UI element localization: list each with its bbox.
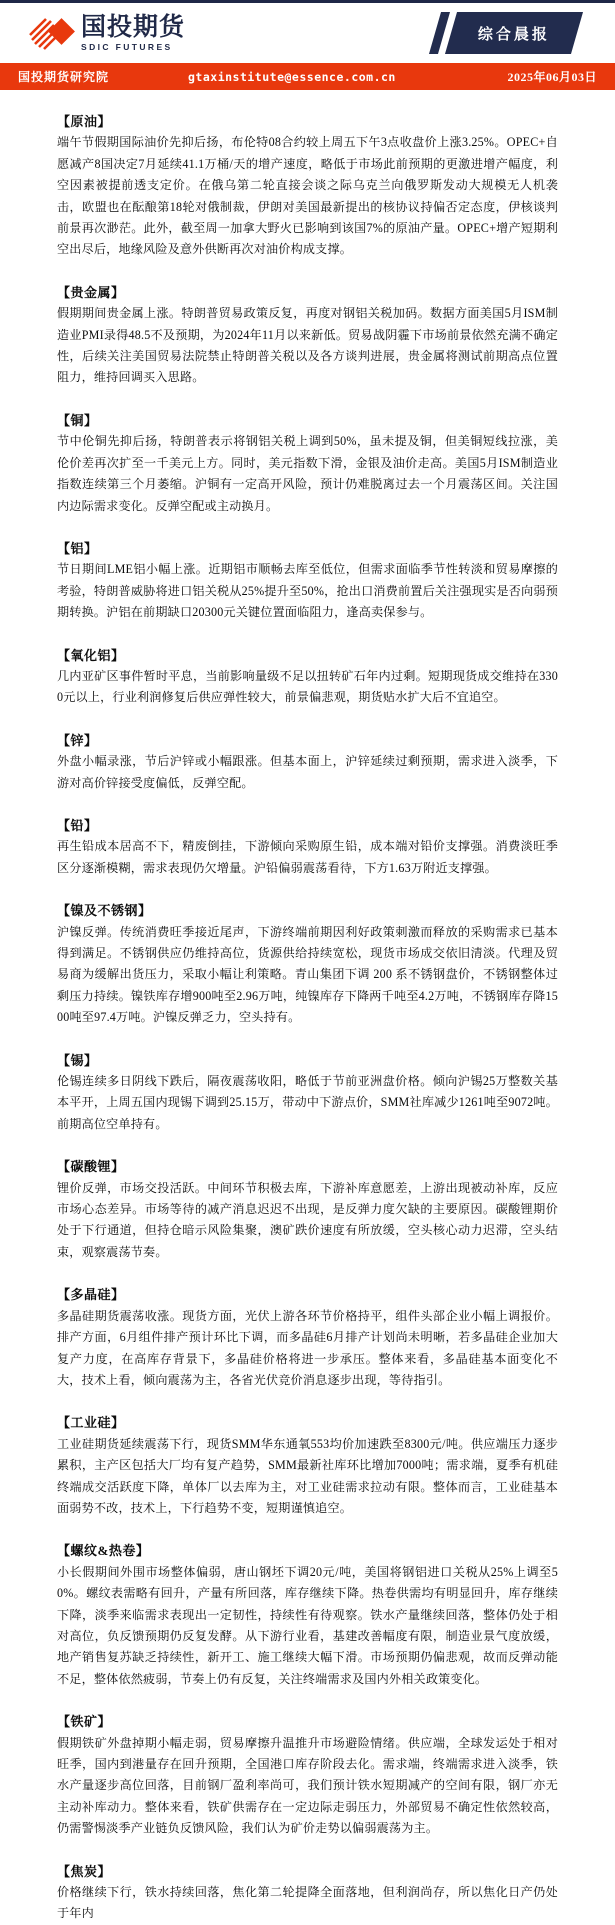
- section-body: 节中伦铜先抑后扬，特朗普表示将钢铝关税上调到50%，虽未提及铜，但美铜短线拉涨，美伦价差再次扩至一千美元上方。同时，美元指数下滑，金银及油价走高。美国5月ISM制造业指数连续第三个月萎缩。沪铜有一定高开风险，预计仍难脱离过去一个月震荡区间。关注国内边际需求变化。反弹空配或主动换月。: [57, 434, 558, 513]
- report-section: [57, 282, 558, 389]
- section-title: 【原油】: [57, 114, 112, 129]
- contact-email: gtaxinstitute@essence.com.cn: [188, 69, 396, 84]
- section-body: 多晶硅期货震荡收涨。现货方面，光伏上游各环节价格持平，组件头部企业小幅上调报价。排产方面，6月组件排产预计环比下调，而多晶硅6月排产计划尚未明晰，若多晶硅企业加大复产力度，在高库存背景下，多晶硅价格将进一步承压。整体来看，多晶硅基本面变化不大，技术上看，倾向震荡为主，各省光伏竞价消息逐步出现，等待指引。: [57, 1308, 558, 1387]
- report-section: [57, 900, 558, 1028]
- brand-name-en: SDIC FUTURES: [81, 41, 173, 52]
- section-body: 工业硅期货延续震荡下行，现货SMM华东通氧553均价加速跌至8300元/吨。供应端压力逐步累积，主产区包括大厂均有复产趋势，SMM最新社库环比增加7000吨；需求端，夏季有机硅终端成交活跃度下降，单体厂以去库为主，对工业硅需求拉动有限。整体而言，工业硅基本面弱势不改，技术上，下行趋势不变，短期谨慎追空。: [57, 1436, 558, 1515]
- section-title: 【铜】: [57, 412, 98, 428]
- section-body: 端午节假期国际油价先抑后扬，布伦特08合约较上周五下午3点收盘价上涨3.25%。OPEC+自愿减产8国决定7月延续41.1万桶/天的增产速度，略低于市场此前预期的更激进增产幅度，利空因素被提前透支定价。在俄乌第二轮直接会谈之际乌克兰向俄罗斯发动大规模无人机袭击，欧盟也在酝酿第18轮对俄制裁，伊朗对美国最新提出的核协议持偏否定态度，伊核谈判前景再次渺茫。此外，截至周一加拿大野火已影响到该国7%的原油产量。OPEC+增产短期利空出尽后，地缘风险及意外供断再次对油价构成支撑。: [57, 135, 558, 257]
- section-body: 假期期间贵金属上涨。特朗普贸易政策反复，再度对钢铝关税加码。数据方面美国5月ISM制造业PMI录得48.5不及预期，为2024年11月以来新低。贸易战阴霾下市场前景依然充满不确定性，后续关注美国贸易法院禁止特朗普关税以及各方谈判进展，贵金属将测试前期高点位置阻力，维持回调买入思路。: [57, 306, 558, 385]
- report-section: [57, 410, 558, 517]
- section-title: 【镍及不锈钢】: [57, 903, 152, 919]
- report-section: [57, 1412, 558, 1519]
- section-body: 伦锡连续多日阴线下跌后，隔夜震荡收阳，略低于节前亚洲盘价格。倾向沪锡25万整数关基本平开，上周五国内现锡下调到25.15万，带动中下游点价，SMM社库减少1261吨至9072吨。前期高位空单持有。: [57, 1074, 558, 1131]
- report-section: [57, 111, 558, 261]
- report-section: [57, 1050, 558, 1136]
- report-section: [57, 538, 558, 624]
- section-body: 价格继续下行，铁水持续回落，焦化第二轮提降全面落地，但利润尚存，所以焦化日产仍处于年内: [57, 1885, 558, 1921]
- section-body: 锂价反弹，市场交投活跃。中间环节积极去库，下游补库意愿差，上游出现被动补库，反应市场心态差异。市场等待的减产消息迟迟不出现，是反弹力度欠缺的主要原因。碳酸锂期价处于下行通道，但持仓暗示风险集聚，澳矿跌价速度有所放缓，空头核心动力迟滞，空头结束，观察震荡节奏。: [57, 1180, 558, 1259]
- section-title: 【锡】: [57, 1052, 98, 1068]
- report-section: [57, 645, 558, 709]
- section-title: 【工业硅】: [57, 1415, 125, 1431]
- report-section: [57, 815, 558, 879]
- badge-body: [445, 12, 583, 54]
- info-bar: [0, 63, 615, 90]
- report-section: [57, 1540, 558, 1690]
- section-title: 【多晶硅】: [57, 1287, 125, 1303]
- report-content: [0, 90, 615, 1925]
- report-date: 2025年06月03日: [507, 70, 597, 84]
- report-header: [0, 3, 615, 63]
- section-title: 【铝】: [57, 540, 98, 556]
- section-body: 沪镍反弹。传统消费旺季接近尾声，下游终端前期因利好政策刺激而释放的采购需求已基本得到满足。不锈钢供应仍维持高位，货源供给持续宽松，现货市场成交依旧清淡。代理及贸易商为缓解出货压力，采取小幅让利策略。青山集团下调 200 系不锈钢盘价，不锈钢整体过剩压力持续。镍铁库存增900吨至2.96万吨，纯镍库存下降两千吨至4.2万吨，不锈钢库存降1500吨至97.4万吨。沪镍反弹乏力，空头持有。: [57, 924, 558, 1025]
- section-title: 【螺纹&热卷】: [57, 1543, 150, 1559]
- section-body: 外盘小幅录涨，节后沪锌或小幅跟涨。但基本面上，沪锌延续过剩预期，需求进入淡季，下游对高价锌接受度偏低，反弹空配。: [57, 754, 558, 790]
- report-section: [57, 1284, 558, 1391]
- section-body: 再生铅成本居高不下，精废倒挂，下游倾向采购原生铅，成本端对铅价支撑强。消费淡旺季区分逐渐模糊，需求表现仍欠增量。沪铅偏弱震荡看待，下方1.63万附近支撑强。: [57, 839, 558, 875]
- section-title: 【碳酸锂】: [57, 1159, 125, 1175]
- section-body: 小长假期间外围市场整体偏弱，唐山钢坯下调20元/吨，美国将钢铝进口关税从25%上调至50%。螺纹表需略有回升，产量有所回落，库存继续下降。热卷供需均有明显回升，库存继续下降，淡季来临需求表现出一定韧性，持续性有待观察。铁水产量继续回落，整体仍处于相对高位，负反馈预期仍反复发酵。从下游行业看，基建改善幅度有限，制造业景气度放缓，地产销售复苏缺乏持续性，新开工、施工继续大幅下滑。市场预期仍偏悲观，故而反弹动能不足，整体依然疲弱，节奏上仍有反复，关注终端需求及国内外相关政策变化。: [57, 1564, 558, 1686]
- brand-text: [81, 12, 186, 52]
- section-title: 【锌】: [57, 732, 98, 748]
- section-body: 几内亚矿区事件暂时平息，当前影响量级不足以扭转矿石年内过剩。短期现货成交维持在3300元以上，行业利润修复后供应弹性较大，前景偏悲观，期货贴水扩大后不宜追空。: [57, 668, 558, 705]
- report-section: [57, 1861, 558, 1925]
- report-section: [57, 1711, 558, 1839]
- brand: [28, 13, 185, 53]
- report-type-badge: [435, 12, 577, 54]
- institute-name: 国投期货研究院: [18, 70, 110, 84]
- section-title: 【铅】: [57, 817, 98, 833]
- section-title: 【焦炭】: [57, 1863, 112, 1879]
- report-section: [57, 1156, 558, 1263]
- sdic-logo-icon: [28, 13, 74, 53]
- brand-name-cn: 国投期货: [81, 12, 186, 41]
- report-section: [57, 730, 558, 794]
- section-body: 节日期间LME铝小幅上涨。近期铝市顺畅去库至低位，但需求面临季节性转淡和贸易摩擦的考验，特朗普威胁将进口铝关税从25%提升至50%，抢出口消费前置后关注强现实是否向弱预期转换。沪铝在前期缺口20300元关键位置面临阻力，逢高卖保参与。: [57, 562, 558, 620]
- section-title: 【贵金属】: [57, 284, 125, 300]
- badge-label: 综合晨报: [477, 26, 550, 43]
- section-title: 【铁矿】: [57, 1714, 112, 1730]
- section-body: 假期铁矿外盘掉期小幅走弱，贸易摩擦升温推升市场避险情绪。供应端，全球发运处于相对旺季，国内到港量存在回升预期，全国港口库存阶段去化。需求端，终端需求进入淡季，铁水产量逐步高位回落，目前钢厂盈利率尚可，我们预计铁水短期减产的空间有限，钢厂亦无主动补库动力。整体来看，铁矿供需存在一定边际走弱压力，外部贸易不确定性依然较高，仍需警惕淡季产业链负反馈风险，我们认为矿价走势以偏弱震荡为主。: [57, 1735, 558, 1836]
- section-title: 【氧化铝】: [57, 647, 125, 663]
